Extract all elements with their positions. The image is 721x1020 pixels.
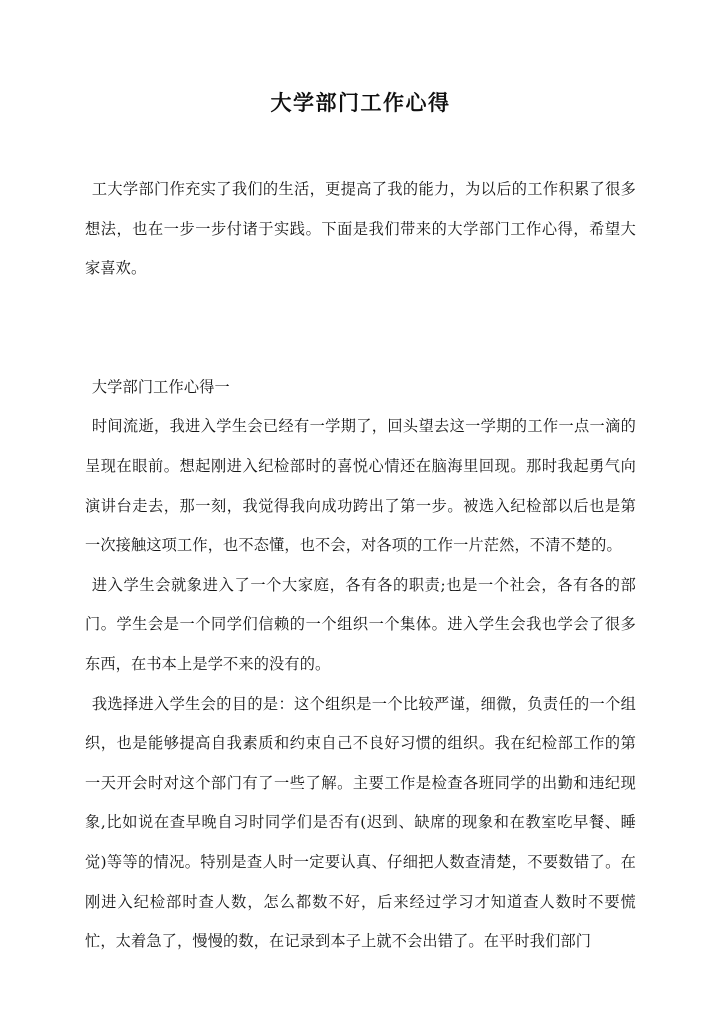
- body-paragraph-3: 我选择进入学生会的目的是：这个组织是一个比较严谨，细微，负责任的一个组织，也是能够提高自我素质和约束自己不良好习惯的组织。我在纪检部工作的第一天开会时对这个部门有了一些了解。主要工作是检查各班同学的出勤和违纪现象,比如说在查早晚自习时同学们是否有(迟到、缺席的现象和在教室吃早餐、睡觉)等等的情况。特别是查人时一定要认真、仔细把人数查清楚，不要数错了。在刚进入纪检部时查人数，怎么都数不好，后来经过学习才知道查人数时不要慌忙，太着急了，慢慢的数，在记录到本子上就不会出错了。在平时我们部门: [85, 694, 636, 951]
- page-title: 大学部门工作心得: [270, 90, 451, 115]
- document-content: [85, 170, 636, 962]
- body-paragraph-1: 时间流逝，我进入学生会已经有一学期了，回头望去这一学期的工作一点一滴的呈现在眼前。想起刚进入纪检部时的喜悦心情还在脑海里回现。那时我起勇气向演讲台走去，那一刻，我觉得我向成功跨出了第一步。被选入纪检部以后也是第一次接触这项工作，也不态懂，也不会，对各项的工作一片茫然，不清不楚的。: [85, 417, 636, 555]
- section-heading: 大学部门工作心得一: [91, 377, 230, 396]
- body-paragraph-2: 进入学生会就象进入了一个大家庭，各有各的职责;也是一个社会，各有各的部门。学生会是一个同学们信赖的一个组织一个集体。进入学生会我也学会了很多东西，在书本上是学不来的没有的。: [85, 575, 636, 673]
- section-spacer: [85, 289, 636, 368]
- intro-paragraph: 工大学部门作充实了我们的生活，更提高了我的能力，为以后的工作积累了很多想法，也在一步一步付诸于实践。下面是我们带来的大学部门工作心得，希望大家喜欢。: [85, 180, 636, 278]
